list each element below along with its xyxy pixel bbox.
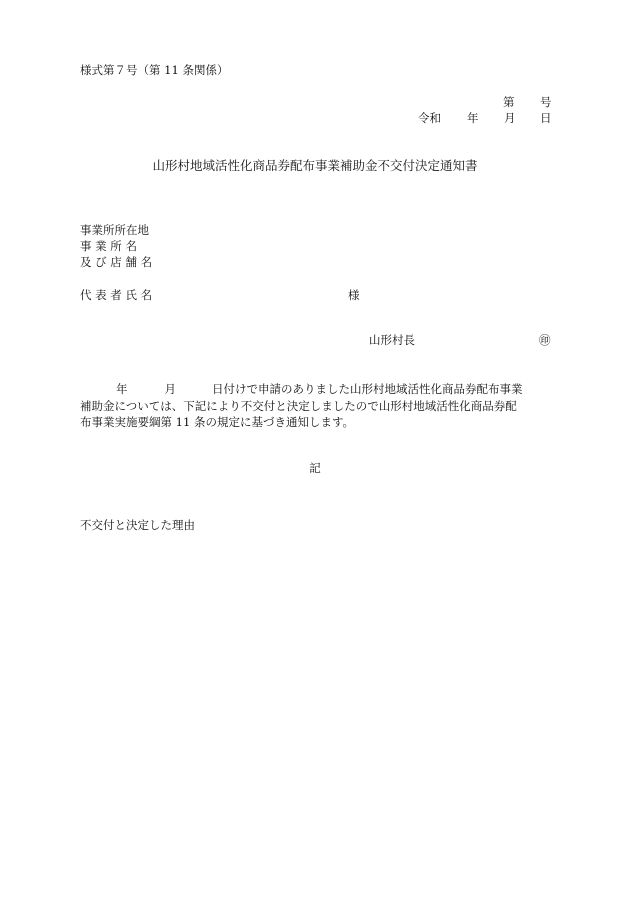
form-number: 様式第７号（第 11 条関係） [80, 63, 229, 77]
honorific: 様 [348, 288, 360, 302]
body-line-3: 布事業実施要綱第 11 条の規定に基づき通知します。 [80, 415, 355, 429]
representative-label: 代 表 者 氏 名 [80, 288, 153, 302]
document-title: 山形村地域活性化商品券配布事業補助金不交付決定通知書 [152, 158, 478, 173]
document-number-suffix: 号 [540, 95, 552, 109]
document-number-prefix: 第 [503, 95, 515, 109]
body-paragraph [80, 381, 555, 431]
address-label: 事業所所在地 [80, 223, 149, 237]
body-month: 月 [164, 382, 176, 396]
notation-ki: 記 [309, 461, 321, 475]
body-line-1-text: 日付けで申請のありました山形村地域活性化商品券配布事業 [212, 382, 523, 396]
date-era: 令和 [418, 111, 441, 125]
body-year: 年 [116, 382, 128, 396]
date-day: 日 [540, 111, 552, 125]
body-line-1 [80, 381, 555, 398]
reason-label: 不交付と決定した理由 [80, 518, 195, 532]
seal-mark: ㊞ [539, 333, 551, 347]
body-line-2: 補助金については、下記により不交付と決定しましたので山形村地域活性化商品券配 [80, 398, 517, 413]
business-name-label: 事 業 所 名 [80, 239, 137, 253]
date-year: 年 [467, 111, 479, 125]
store-name-label: 及 び 店 舗 名 [80, 255, 153, 269]
issuer-name: 山形村長 [369, 333, 415, 347]
date-month: 月 [504, 111, 516, 125]
